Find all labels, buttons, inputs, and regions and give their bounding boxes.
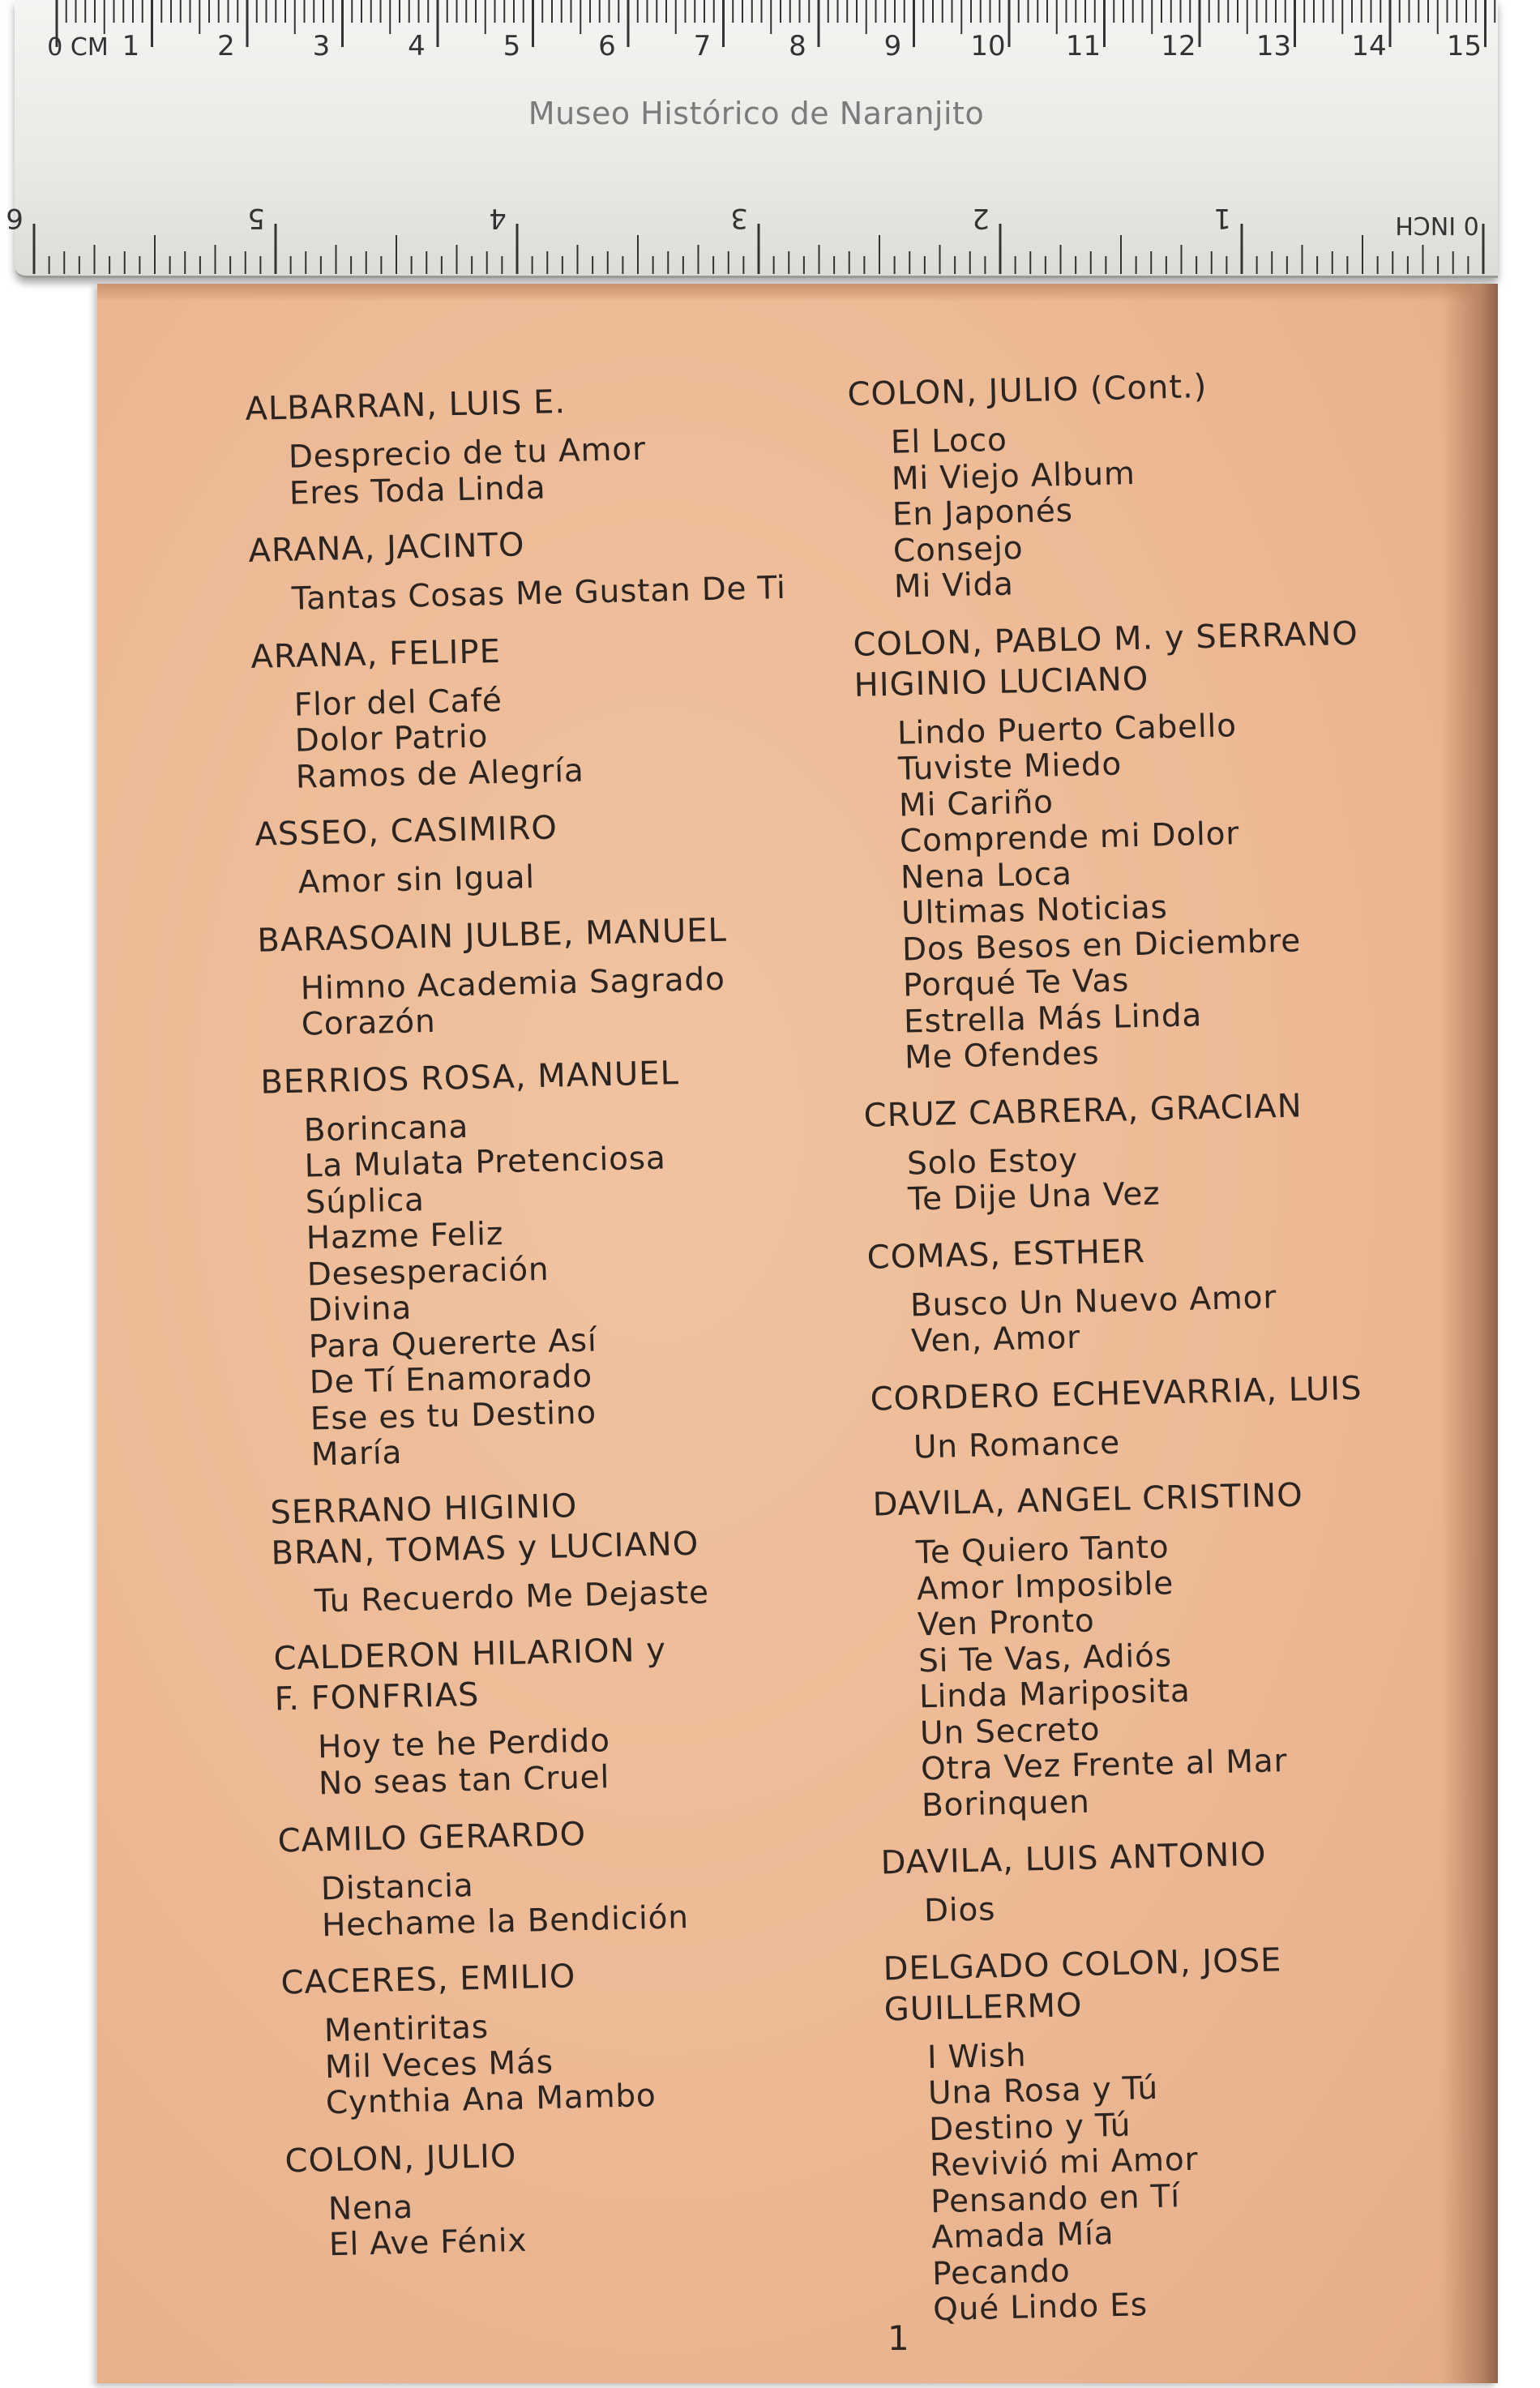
ruler-number: 7 xyxy=(693,30,712,62)
composer-entry xyxy=(260,1047,918,1474)
composer-entry xyxy=(255,800,905,903)
song-list xyxy=(291,568,898,618)
song-title: Ven Pronto xyxy=(917,1603,1095,1644)
song-title: Flor del Café xyxy=(293,682,503,724)
ruler-number: 5 xyxy=(247,202,265,234)
song-title: Cynthia Ana Mambo xyxy=(325,2078,657,2122)
ruler xyxy=(6,0,1498,278)
ruler-number: 1 xyxy=(1213,202,1231,234)
ruler-number: 6 xyxy=(6,202,24,234)
song-list xyxy=(321,1858,929,1944)
ruler-number: 1 xyxy=(122,30,140,62)
ruler-number: 13 xyxy=(1256,30,1292,62)
ruler-number: 9 xyxy=(883,30,902,62)
song-title: Para Quererte Así xyxy=(308,1321,597,1366)
song-list xyxy=(318,1716,926,1802)
song-title: Si Te Vas, Adiós xyxy=(918,1637,1173,1680)
ruler-number: 0 INCH xyxy=(1395,211,1479,239)
song-title: Eres Toda Linda xyxy=(289,469,546,512)
song-title: Borinquen xyxy=(921,1783,1091,1824)
song-title: Nena Loca xyxy=(900,855,1073,897)
ruler-number: 11 xyxy=(1065,30,1102,62)
song-list xyxy=(327,2178,935,2264)
song-title: Solo Estoy xyxy=(906,1141,1079,1183)
song-title: Revivió mi Amor xyxy=(929,2141,1199,2185)
ruler-number: 14 xyxy=(1351,30,1387,62)
composer-name: CRUZ CABRERA, GRACIAN xyxy=(863,1086,1303,1135)
composer-entry xyxy=(248,516,898,619)
song-title: Ese es tu Destino xyxy=(310,1393,597,1437)
song-title: Dolor Patrio xyxy=(294,718,489,760)
song-list xyxy=(924,1880,1531,1929)
song-title: Porqué Te Vas xyxy=(902,962,1130,1004)
composer-entry xyxy=(277,1806,928,1945)
composer-entry xyxy=(245,374,896,513)
composer-entry xyxy=(847,360,1500,607)
song-list xyxy=(303,1099,918,1474)
composer-name: CACERES, EMILIO xyxy=(280,1958,576,2002)
song-title: Hechame la Bendición xyxy=(321,1898,690,1944)
composer-entry xyxy=(280,1948,932,2123)
ruler-number: 6 xyxy=(598,30,616,62)
song-title: Súplica xyxy=(305,1181,426,1222)
composer-name: COLON, JULIO (Cont.) xyxy=(847,367,1208,413)
ruler-number: 3 xyxy=(730,202,748,234)
ruler-number: 4 xyxy=(489,202,507,234)
song-list xyxy=(916,1521,1529,1824)
song-list xyxy=(314,1570,921,1620)
composer-entry xyxy=(866,1222,1517,1361)
composer-entry xyxy=(284,2126,935,2265)
song-list xyxy=(288,426,896,512)
song-title: Un Romance xyxy=(913,1424,1121,1466)
right-column xyxy=(847,360,1540,2347)
song-title: El Loco xyxy=(890,422,1008,461)
composer-name: ARANA, FELIPE xyxy=(250,632,502,676)
page-gutter xyxy=(1441,284,1498,2383)
song-title: En Japonés xyxy=(892,492,1074,533)
song-title: Hazme Feliz xyxy=(306,1216,504,1257)
song-title: Mi Vida xyxy=(893,566,1015,606)
composer-entry xyxy=(270,1478,921,1621)
composer-entry xyxy=(257,905,908,1044)
composer-name: DAVILA, ANGEL CRISTINO xyxy=(872,1476,1304,1524)
ruler-number: 2 xyxy=(217,30,235,62)
composer-name: COLON, JULIO xyxy=(284,2137,517,2180)
composer-name: ALBARRAN, LUIS E. xyxy=(245,383,567,428)
song-title: Estrella Más Linda xyxy=(903,996,1203,1041)
song-title: Destino y Tú xyxy=(928,2107,1131,2148)
song-title: Amor sin Igual xyxy=(297,859,536,901)
song-title: Pensando en Tí xyxy=(930,2177,1181,2220)
booklet-page xyxy=(97,284,1498,2383)
song-title: Ven, Amor xyxy=(910,1319,1081,1360)
song-title: Nena xyxy=(327,2189,414,2228)
song-title: Distancia xyxy=(320,1868,474,1908)
song-title: Te Dije Una Vez xyxy=(907,1175,1161,1218)
song-list xyxy=(293,674,902,795)
ruler-number: 5 xyxy=(503,30,521,62)
song-list xyxy=(890,412,1500,606)
museum-label: Museo Histórico de Naranjito xyxy=(528,96,985,131)
composer-name: COMAS, ESTHER xyxy=(866,1232,1146,1277)
song-title: Borincana xyxy=(303,1108,469,1149)
song-title: Consejo xyxy=(892,529,1024,570)
song-title: Una Rosa y Tú xyxy=(927,2069,1159,2112)
song-title: Un Secreto xyxy=(919,1710,1101,1752)
composer-name: DAVILA, LUIS ANTONIO xyxy=(880,1835,1268,1882)
song-title: Dos Besos en Diciembre xyxy=(901,922,1302,969)
song-title: Himno Academia Sagrado xyxy=(300,961,726,1008)
song-title: No seas tan Cruel xyxy=(318,1758,610,1802)
composer-name: ARANA, JACINTO xyxy=(248,526,525,570)
song-list xyxy=(907,1132,1515,1218)
song-title: Desesperación xyxy=(306,1251,550,1294)
song-title: Otra Vez Frente al Mar xyxy=(920,1743,1288,1788)
song-title: Te Quiero Tanto xyxy=(915,1529,1170,1572)
song-title: La Mulata Pretenciosa xyxy=(304,1140,667,1185)
song-title: Amada Mía xyxy=(930,2215,1114,2257)
song-list xyxy=(297,852,905,901)
composer-name: CALDERON HILARION y F. FONFRIAS xyxy=(273,1631,667,1718)
song-list xyxy=(910,1274,1518,1360)
song-title: Busco Un Nuevo Amor xyxy=(909,1278,1277,1325)
song-title: Me Ofendes xyxy=(904,1035,1100,1076)
ruler-number: 0 CM xyxy=(47,33,109,62)
song-title: Tantas Cosas Me Gustan De Ti xyxy=(291,569,787,618)
song-title: Tuviste Miedo xyxy=(897,746,1123,788)
ruler-number: 2 xyxy=(972,202,990,234)
composer-entry xyxy=(853,610,1511,1077)
song-title: I Wish xyxy=(926,2037,1027,2076)
composer-name: SERRANO HIGINIO BRAN, TOMAS y LUCIANO xyxy=(269,1487,699,1573)
page-number: 1 xyxy=(888,2318,909,2358)
composer-name: DELGADO COLON, JOSE GUILLERMO xyxy=(883,1941,1282,2028)
song-title: Lindo Puerto Cabello xyxy=(896,707,1238,752)
composer-entry xyxy=(863,1081,1514,1219)
composer-name: BERRIOS ROSA, MANUEL xyxy=(259,1054,680,1102)
ruler-number: 15 xyxy=(1446,30,1482,62)
song-list xyxy=(323,2000,932,2121)
composer-name: COLON, PABLO M. y SERRANO HIGINIO LUCIANO xyxy=(853,614,1359,704)
song-title: Pecando xyxy=(931,2252,1072,2292)
song-title: Amor Imposible xyxy=(916,1564,1174,1607)
song-title: De Tí Enamorado xyxy=(309,1358,593,1402)
ruler-number: 4 xyxy=(408,30,426,62)
ruler-number: 3 xyxy=(312,30,331,62)
song-title: Mil Veces Más xyxy=(324,2043,554,2086)
ruler-number: 10 xyxy=(970,30,1006,62)
song-list xyxy=(897,702,1512,1076)
song-title: Ultimas Noticias xyxy=(900,889,1169,932)
song-title: Divina xyxy=(307,1290,413,1329)
composer-entry xyxy=(872,1470,1528,1825)
composer-entry xyxy=(250,622,902,797)
song-title: Hoy te he Perdido xyxy=(317,1723,611,1766)
composer-name: CORDERO ECHEVARRIA, LUIS xyxy=(870,1369,1362,1419)
song-list xyxy=(913,1416,1521,1466)
composer-name: CAMILO GERARDO xyxy=(277,1815,587,1860)
song-title: Mi Cariño xyxy=(898,783,1054,824)
song-title: El Ave Fénix xyxy=(328,2222,528,2264)
song-list xyxy=(300,957,908,1043)
ruler-number: 12 xyxy=(1161,30,1196,62)
left-column xyxy=(245,374,936,2283)
ruler-scale xyxy=(6,0,1498,276)
composer-name: BARASOAIN JULBE, MANUEL xyxy=(256,911,728,960)
song-title: Mi Viejo Album xyxy=(891,455,1136,498)
composer-name: ASSEO, CASIMIRO xyxy=(254,809,558,854)
song-title: Comprende mi Dolor xyxy=(899,815,1240,860)
song-title: Linda Mariposita xyxy=(918,1672,1191,1716)
song-title: Ramos de Alegría xyxy=(295,752,584,796)
ruler-number: 8 xyxy=(789,30,806,62)
song-title: Tu Recuerdo Me Dejaste xyxy=(314,1573,710,1620)
song-title: Mentiritas xyxy=(323,2009,490,2050)
composer-entry xyxy=(880,1828,1530,1931)
composer-entry xyxy=(870,1364,1520,1467)
composer-entry xyxy=(273,1624,925,1803)
song-title: María xyxy=(310,1434,403,1474)
song-title: Desprecio de tu Amor xyxy=(288,430,647,476)
song-title: Corazón xyxy=(301,1003,436,1043)
song-title: Qué Lindo Es xyxy=(932,2287,1149,2329)
song-title: Dios xyxy=(923,1891,996,1930)
